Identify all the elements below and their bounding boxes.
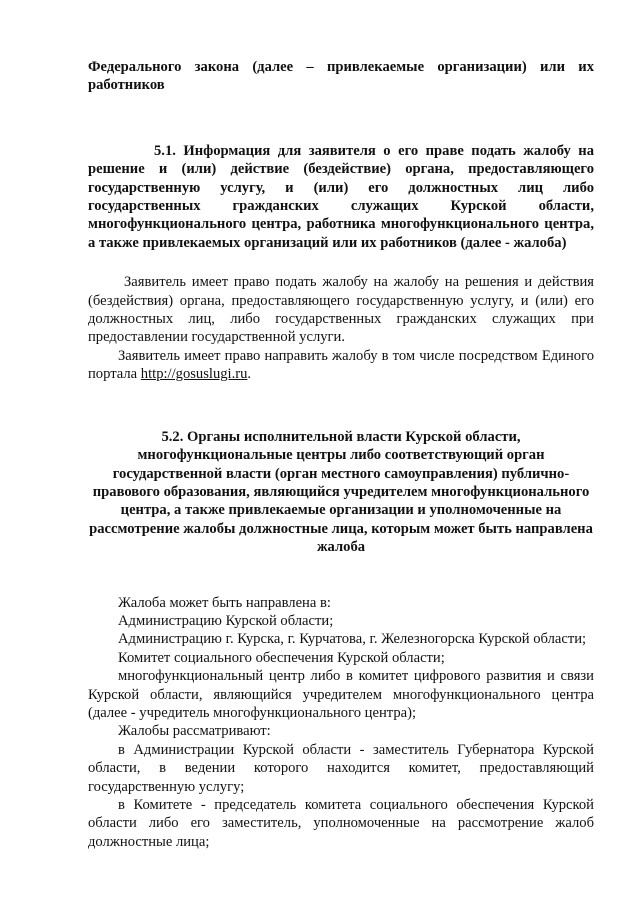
portal-paragraph-text: Заявитель имеет право направить жалобу в том числе посредством Единого портала [88,347,594,383]
section-5-1-heading: 5.1. Информация для заявителя о его праве подать жалобу на решение и (или) действие (бездействие) органа, предоставляющего государственную услугу, и (или) его должностных лиц либо государственных гражданских служащих Курской области, многофункционального центра, работника многофункционального центра, а также привлекаемых организаций или их работников (далее - жалоба) [88,142,594,251]
list-item: в Администрации Курской области - заместитель Губернатора Курской области, в ведении которого находится комитет, предоставляющий государственную услугу; [88,741,594,795]
list-item: Администрацию г. Курска, г. Курчатова, г. Железногорска Курской области; [118,631,587,648]
intro-text: Федерального закона (далее – привлекаемые организации) или их работников [88,59,594,94]
document-page [88,58,594,851]
section-5-1-paragraph: Заявитель имеет право подать жалобу на жалобу на решения и действия (бездействия) органа, предоставляющего государственную услугу, и (или) его должностных лиц, либо государственных гражданских служащих при предоставлении государственной услуги. [88,274,594,346]
section-5-1-portal-paragraph [88,347,594,384]
spacer [88,95,594,142]
list-item: многофункциональный центр либо в комитет цифрового развития и связи Курской области, являющийся учредителем многофункционального центра (далее - учредитель многофункционального центра); [88,668,594,721]
section-5-2-heading: 5.2. Органы исполнительной власти Курской области, многофункциональные центры либо соответствующий орган государственной власти (орган местного самоуправления) публично-правового образования, являющийся учредителем многофункционального центра, а также привлекаемые организации и уполномоченные на рассмотрение жалобы должностные лица, которым может быть направлена жалоба [89,428,593,556]
list-item: Жалоба может быть направлена в: [118,594,331,611]
spacer [88,252,594,273]
spacer [88,557,594,594]
gosuslugi-link[interactable]: http://gosuslugi.ru [140,366,248,383]
list-item: Администрацию Курской области; [118,612,334,629]
list-item: в Комитете - председатель комитета социального обеспечения Курской области либо его заместитель, уполномоченные на рассмотрение жалоб должностные лица; [88,797,594,850]
spacer [88,384,594,428]
list-item: Комитет социального обеспечения Курской области; [118,649,445,666]
list-item: Жалобы рассматривают: [118,723,271,740]
portal-paragraph-end: . [247,366,252,383]
